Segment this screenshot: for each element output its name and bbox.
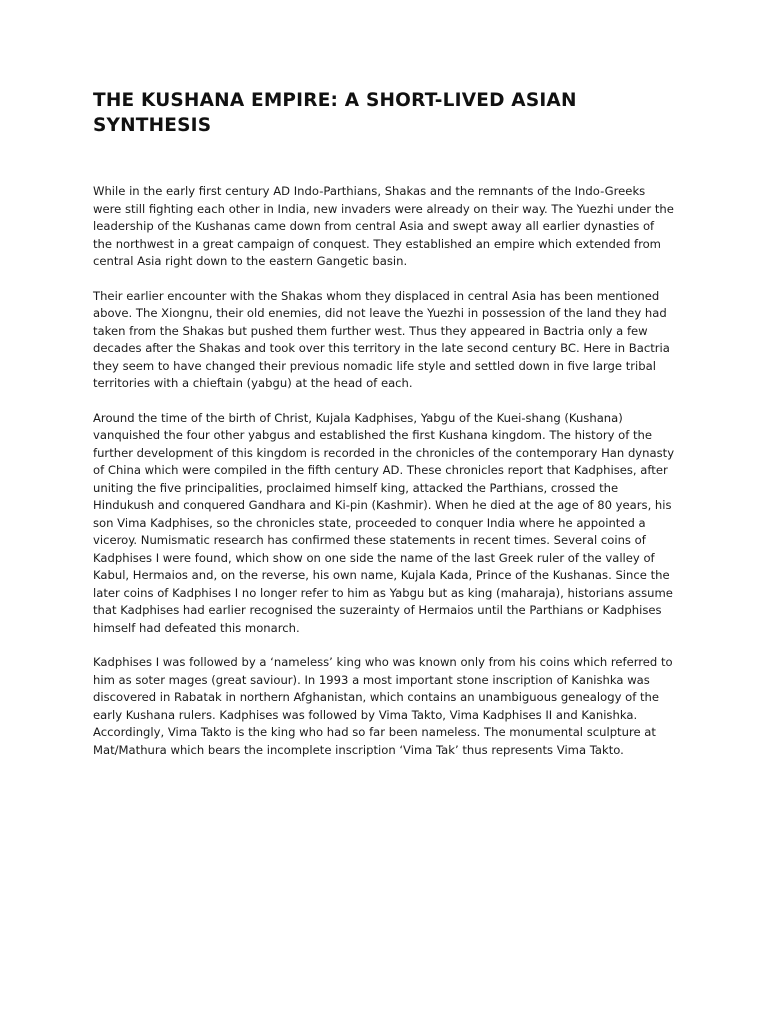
- paragraph-2: Their earlier encounter with the Shakas whom they displaced in central Asia has been mentioned above. The Xiongnu, their old enemies, did not leave the Yuezhi in possession of the land they had taken from the Shakas but pushed them further west. Thus they appeared in Bactria only a few decades after the Shakas and took over this territory in the late second century BC. Here in Bactria they seem to have changed their previous nomadic life style and settled down in five large tribal territories with a chieftain (yabgu) at the head of each.: [93, 288, 670, 390]
- document-body: [93, 183, 675, 776]
- page-title: THE KUSHANA EMPIRE: A SHORT-LIVED ASIAN SYNTHESIS: [93, 90, 577, 136]
- paragraph-4: Kadphises I was followed by a ‘nameless’ king who was known only from his coins which referred to him as soter mages (great saviour). In 1993 a most important stone inscription of Kanishka was discovered in Rabatak in northern Afghanistan, which contains an unambiguous genealogy of the early Kushana rulers. Kadphises was followed by Vima Takto, Vima Kadphises II and Kanishka. Accordingly, Vima Takto is the king who had so far been nameless. The monumental sculpture at Mat/Mathura which bears the incomplete inscription ‘Vima Tak’ thus represents Vima Takto.: [93, 655, 673, 757]
- paragraph-3: Around the time of the birth of Christ, Kujala Kadphises, Yabgu of the Kuei-shang (Kushana) vanquished the four other yabgus and established the first Kushana kingdom. The history of the further development of this kingdom is recorded in the chronicles of the contemporary Han dynasty of China which were compiled in the fifth century AD. These chronicles report that Kadphises, after uniting the five principalities, proclaimed himself king, attacked the Parthians, crossed the Hindukush and conquered Gandhara and Ki-pin (Kashmir). When he died at the age of 80 years, his son Vima Kadphises, so the chronicles state, proceeded to conquer India where he appointed a viceroy. Numismatic research has confirmed these statements in recent times. Several coins of Kadphises I were found, which show on one side the name of the last Greek ruler of the valley of Kabul, Hermaios and, on the reverse, his own name, Kujala Kada, Prince of the Kushanas. Since the later coins of Kadphises I no longer refer to him as Yabgu but as king (maharaja), historians assume that Kadphises had earlier recognised the suzerainty of Hermaios until the Parthians or Kadphises himself had defeated this monarch.: [93, 410, 675, 635]
- paragraph-1: While in the early first century AD Indo-Parthians, Shakas and the remnants of the Indo-Greeks were still fighting each other in India, new invaders were already on their way. The Yuezhi under the leadership of the Kushanas came down from central Asia and swept away all earlier dynasties of the northwest in a great campaign of conquest. They established an empire which extended from central Asia right down to the eastern Gangetic basin.: [93, 184, 674, 268]
